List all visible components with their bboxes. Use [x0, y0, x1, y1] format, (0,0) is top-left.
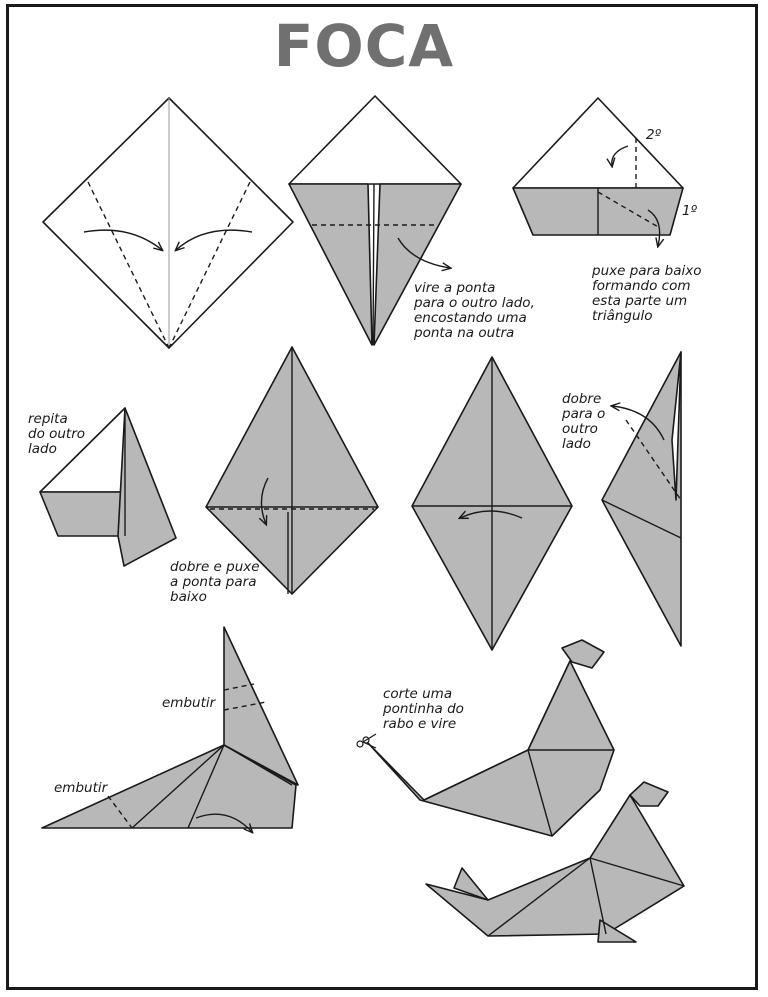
step-7-note: dobre para o outro lado: [562, 391, 606, 452]
step-8-body: [42, 627, 298, 832]
step-9-seal: [368, 640, 614, 836]
step-2-note: vire a ponta para o outro lado, encostando uma ponta na outra: [414, 280, 535, 341]
step-8-note-bottom: embutir: [54, 780, 108, 796]
step-8-note-top: embutir: [162, 695, 216, 711]
step-4-note: repita do outro lado: [28, 411, 86, 457]
step-3-order-2: 2º: [646, 127, 661, 143]
step-3-triangle: [513, 98, 683, 246]
page-title: FOCA: [273, 12, 455, 80]
step-3-order-1: 1º: [682, 203, 697, 219]
scissors-icon: [357, 734, 376, 748]
step-5-diamond: [206, 347, 378, 594]
step-9-note: corte uma pontinha do rabo e vire: [383, 686, 464, 732]
step-3-note: puxe para baixo formando com esta parte um triângulo: [592, 263, 702, 324]
step-6-diamond: [412, 357, 572, 650]
step-5-note: dobre e puxe a ponta para baixo: [170, 559, 260, 605]
step-7-shape: [602, 352, 681, 646]
step-1-square: [43, 98, 293, 348]
